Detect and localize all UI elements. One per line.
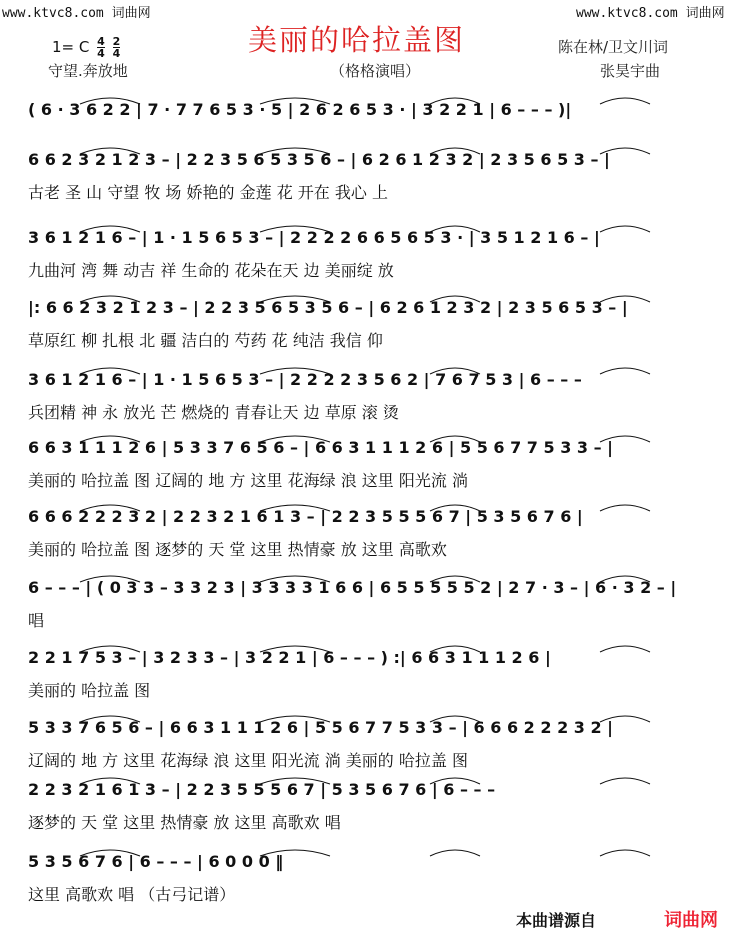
song-title: 美丽的哈拉盖图: [248, 23, 466, 57]
slur-arc: [80, 98, 140, 104]
slur-arc: [80, 778, 140, 784]
slur-arc: [430, 505, 480, 511]
slur-arc: [260, 368, 330, 374]
slur-arc: [430, 226, 480, 232]
slur-marks: [0, 290, 730, 310]
score-lyrics-line: 唱: [28, 611, 45, 630]
slur-marks: [0, 220, 730, 240]
slur-marks: [0, 710, 730, 730]
score-notes-line: 6 6 6 2 2 2 3 2 | 2 2 3 2 1 6 1 3 – | 2 2 3 5 5 5 6 7 | 5 3 5 6 7 6 |: [28, 507, 583, 526]
slur-marks: [0, 772, 730, 792]
score-lyrics-line: 古老 圣 山 守望 牧 场 娇艳的 金莲 花 开在 我心 上: [28, 183, 388, 202]
slur-arc: [600, 505, 650, 511]
score-notes-line: |: 6 6 2 3 2 1 2 3 – | 2 2 3 5 6 5 3 5 6 – | 6 2 6 1 2 3 2 | 2 3 5 6 5 3 – |: [28, 298, 628, 317]
score-lyrics-line: 这里 高歌欢 唱 （古弓记谱）: [28, 885, 236, 904]
score-notes-line: 6 6 2 3 2 1 2 3 – | 2 2 3 5 6 5 3 5 6 – | 6 2 6 1 2 3 2 | 2 3 5 6 5 3 – |: [28, 150, 610, 169]
slur-arc: [600, 576, 650, 582]
slur-arc: [430, 368, 480, 374]
slur-arc: [430, 436, 480, 442]
slur-arc: [600, 148, 650, 154]
slur-arc: [260, 646, 330, 652]
site-logo: 词曲网: [664, 910, 718, 931]
key-signature: [52, 36, 120, 59]
composer: 张昊宇曲: [600, 62, 661, 80]
slur-arc: [80, 850, 140, 856]
slur-arc: [260, 505, 330, 511]
slur-arc: [600, 646, 650, 652]
slur-arc: [80, 576, 140, 582]
slur-marks: [0, 92, 730, 112]
slur-arc: [600, 850, 650, 856]
score-notes-line: 6 – – – | ( 0 3 3 – 3 3 2 3 | 3 3 3 3 1 6 6 | 6 5 5 5 5 5 2 | 2 7 · 3 – | 6 · 3 2 – |: [28, 578, 677, 597]
score-lyrics-line: 美丽的 哈拉盖 图: [28, 681, 151, 700]
lyricist: 陈在林/卫文川词: [558, 38, 669, 56]
slur-marks: [0, 570, 730, 590]
slur-arc: [430, 296, 480, 302]
score-notes-line: 3 6 1 2 1 6 – | 1 · 1 5 6 5 3 – | 2 2 2 2 3 5 6 2 | 7 6 7 5 3 | 6 – – –: [28, 370, 582, 389]
slur-arc: [260, 436, 330, 442]
score-lyrics-line: 草原红 柳 扎根 北 疆 洁白的 芍药 花 纯洁 我信 仰: [28, 331, 383, 350]
score-notes-line: ( 6 · 3 6 2 2 | 7 · 7 7 6 5 3 · 5 | 2 6 2 6 5 3 · | 3 2 2 1 | 6 – – – )|: [28, 100, 572, 119]
slur-arc: [80, 226, 140, 232]
slur-marks: [0, 844, 730, 864]
slur-arc: [80, 296, 140, 302]
slur-arc: [430, 716, 480, 722]
slur-arc: [430, 646, 480, 652]
score-lyrics-line: 九曲河 湾 舞 动吉 祥 生命的 花朵在天 边 美丽绽 放: [28, 261, 394, 280]
score-lyrics-line: 逐梦的 天 堂 这里 热情豪 放 这里 高歌欢 唱: [28, 813, 341, 832]
score-lyrics-line: 辽阔的 地 方 这里 花海绿 浪 这里 阳光流 淌 美丽的 哈拉盖 图: [28, 751, 468, 770]
watermark-right: www.ktvc8.com 词曲网: [576, 6, 725, 21]
slur-arc: [600, 226, 650, 232]
source-label: 本曲谱源自: [516, 911, 597, 930]
slur-arc: [80, 368, 140, 374]
score-notes-line: 2 2 1 7 5 3 – | 3 2 3 3 – | 3 2 2 1 | 6 – – – ) :| 6 6 3 1 1 1 2 6 |: [28, 648, 551, 667]
slur-arc: [260, 226, 330, 232]
slur-arc: [80, 646, 140, 652]
slur-arc: [430, 850, 480, 856]
slur-arc: [430, 778, 480, 784]
tempo-expression: 守望.奔放地: [48, 62, 128, 80]
score-lyrics-line: 兵团精 神 永 放光 芒 燃烧的 青春让天 边 草原 滚 烫: [28, 403, 399, 422]
score-lyrics-line: 美丽的 哈拉盖 图 辽阔的 地 方 这里 花海绿 浪 这里 阳光流 淌: [28, 471, 468, 490]
slur-arc: [80, 148, 140, 154]
slur-marks: [0, 362, 730, 382]
score-notes-line: 5 3 5 6 7 6 | 6 – – – | 6 0 0 0 ‖: [28, 852, 284, 871]
slur-arc: [600, 436, 650, 442]
slur-marks: [0, 430, 730, 450]
performer: （格格演唱）: [330, 62, 421, 80]
slur-marks: [0, 499, 730, 519]
slur-arc: [260, 98, 330, 104]
slur-marks: [0, 640, 730, 660]
slur-arc: [600, 98, 650, 104]
key-label: 1= C: [52, 38, 90, 56]
slur-arc: [600, 716, 650, 722]
score-lyrics-line: 美丽的 哈拉盖 图 逐梦的 天 堂 这里 热情豪 放 这里 高歌欢: [28, 540, 447, 559]
slur-arc: [260, 296, 330, 302]
slur-marks: [0, 142, 730, 162]
slur-arc: [260, 778, 330, 784]
slur-arc: [80, 505, 140, 511]
slur-arc: [600, 368, 650, 374]
watermark-left: www.ktvc8.com 词曲网: [2, 6, 151, 21]
slur-arc: [260, 716, 330, 722]
slur-arc: [600, 778, 650, 784]
score-notes-line: 6 6 3 1 1 1 2 6 | 5 3 3 7 6 5 6 – | 6 6 3 1 1 1 2 6 | 5 5 6 7 7 5 3 3 – |: [28, 438, 614, 457]
score-notes-line: 3 6 1 2 1 6 – | 1 · 1 5 6 5 3 – | 2 2 2 2 6 6 5 6 5 3 · | 3 5 1 2 1 6 – |: [28, 228, 600, 247]
slur-arc: [80, 716, 140, 722]
slur-arc: [430, 148, 480, 154]
slur-arc: [260, 148, 330, 154]
time-signature-secondary: $\frac{2}{4}$: [112, 35, 121, 60]
slur-arc: [80, 436, 140, 442]
slur-arc: [600, 296, 650, 302]
slur-arc: [430, 98, 480, 104]
slur-arc: [260, 850, 330, 856]
time-signature-primary: $\frac{4}{4}$: [97, 35, 105, 60]
slur-arc: [260, 576, 330, 582]
slur-arc: [430, 576, 480, 582]
score-notes-line: 5 3 3 7 6 5 6 – | 6 6 3 1 1 1 2 6 | 5 5 6 7 7 5 3 3 – | 6 6 6 2 2 2 3 2 |: [28, 718, 614, 737]
score-notes-line: 2 2 3 2 1 6 1 3 – | 2 2 3 5 5 5 6 7 | 5 3 5 6 7 6 | 6 – – –: [28, 780, 496, 799]
